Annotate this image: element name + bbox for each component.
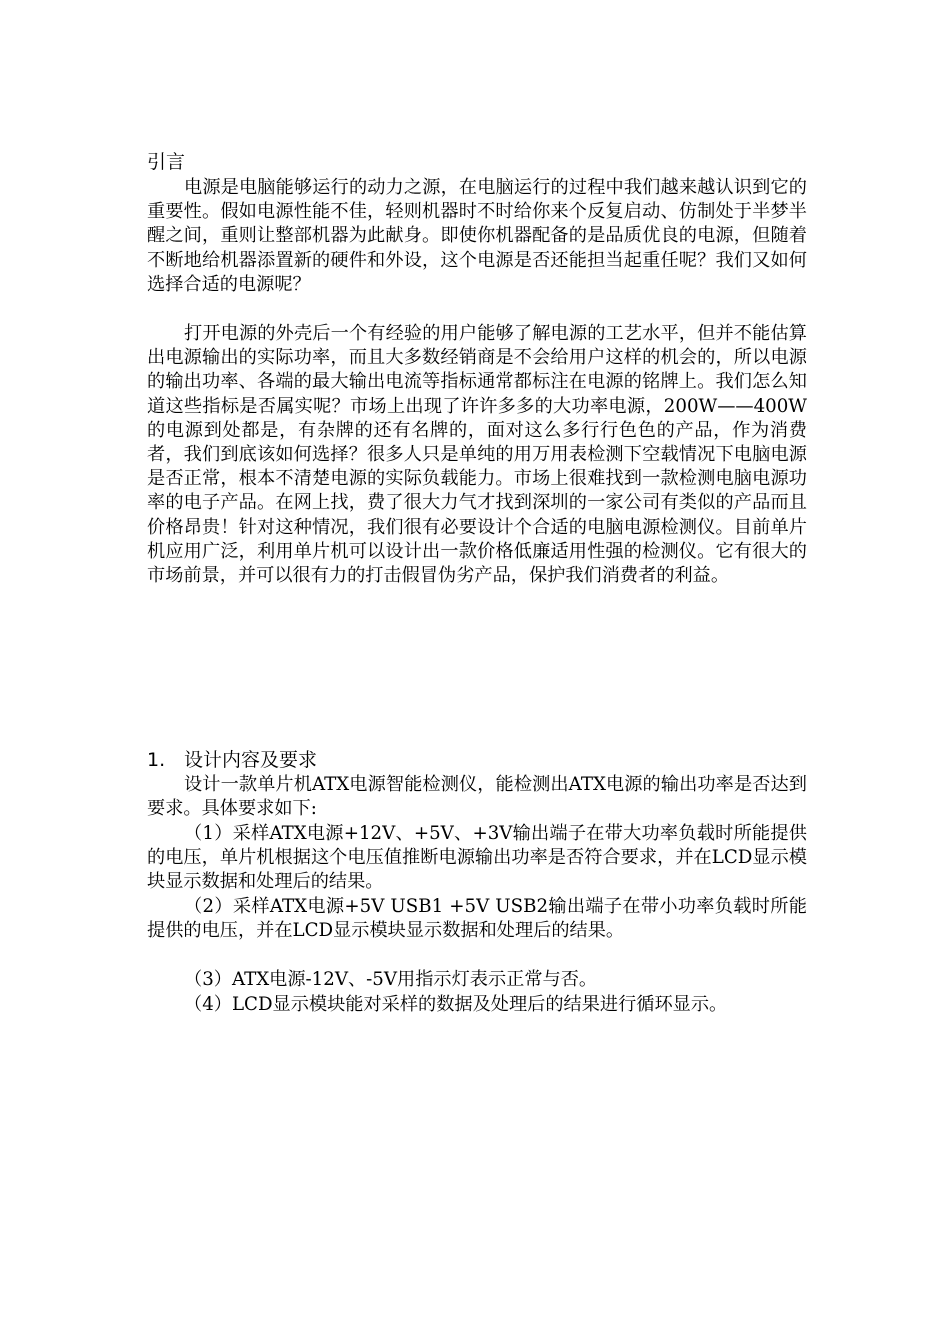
requirement-item-2: （2）采样ATX电源+5V USB1 +5V USB2输出端子在带小功率负载时所能提供的电压，并在LCD显示模块显示数据和处理后的结果。 (147, 896, 807, 942)
requirement-item-1: （1）采样ATX电源+12V、+5V、+3V输出端子在带大功率负载时所能提供的电压，单片机根据这个电压值推断电源输出功率是否符合要求，并在LCD显示模块显示数据和处理后的结果。 (147, 823, 807, 893)
section-heading-design (147, 748, 317, 772)
requirement-item-3: （3）ATX电源-12V、-5V用指示灯表示正常与否。 (184, 969, 598, 990)
section-title: 设计内容及要求 (184, 749, 318, 771)
intro-paragraph-2: 打开电源的外壳后一个有经验的用户能够了解电源的工艺水平，但并不能估算出电源输出的实际功率，而且大多数经销商是不会给用户这样的机会的，所以电源的输出功率、各端的最大输出电流等指标通常都标注在电源的铭牌上。我们怎么知道这些指标是否属实呢？市场上出现了许许多多的大功率电源，200W——400W的电源到处都是，有杂牌的还有名牌的，面对这么多行行色色的产品，作为消费者，我们到底该如何选择？很多人只是单纯的用万用表检测下空载情况下电脑电源是否正常，根本不清楚电源的实际负载能力。市场上很难找到一款检测电脑电源功率的电子产品。在网上找，费了很大力气才找到深圳的一家公司有类似的产品而且价格昂贵！针对这种情况，我们很有必要设计个合适的电脑电源检测仪。目前单片机应用广泛，利用单片机可以设计出一款价格低廉适用性强的检测仪。它有很大的市场前景，并可以很有力的打击假冒伪劣产品，保护我们消费者的利益。 (147, 323, 807, 587)
section-number: 1. (147, 749, 166, 771)
intro-paragraph-1: 电源是电脑能够运行的动力之源，在电脑运行的过程中我们越来越认识到它的重要性。假如电源性能不佳，轻则机器时不时给你来个反复启动、仿制处于半梦半醒之间，重则让整部机器为此献身。即使你机器配备的是品质优良的电源，但随着不断地给机器添置新的硬件和外设，这个电源是否还能担当起重任呢？我们又如何选择合适的电源呢？ (147, 177, 807, 295)
section-heading-intro: 引言 (147, 151, 186, 173)
design-paragraph: 设计一款单片机ATX电源智能检测仪，能检测出ATX电源的输出功率是否达到要求。具体要求如下: (147, 774, 807, 820)
requirement-item-4: （4）LCD显示模块能对采样的数据及处理后的结果进行循环显示。 (184, 994, 728, 1015)
